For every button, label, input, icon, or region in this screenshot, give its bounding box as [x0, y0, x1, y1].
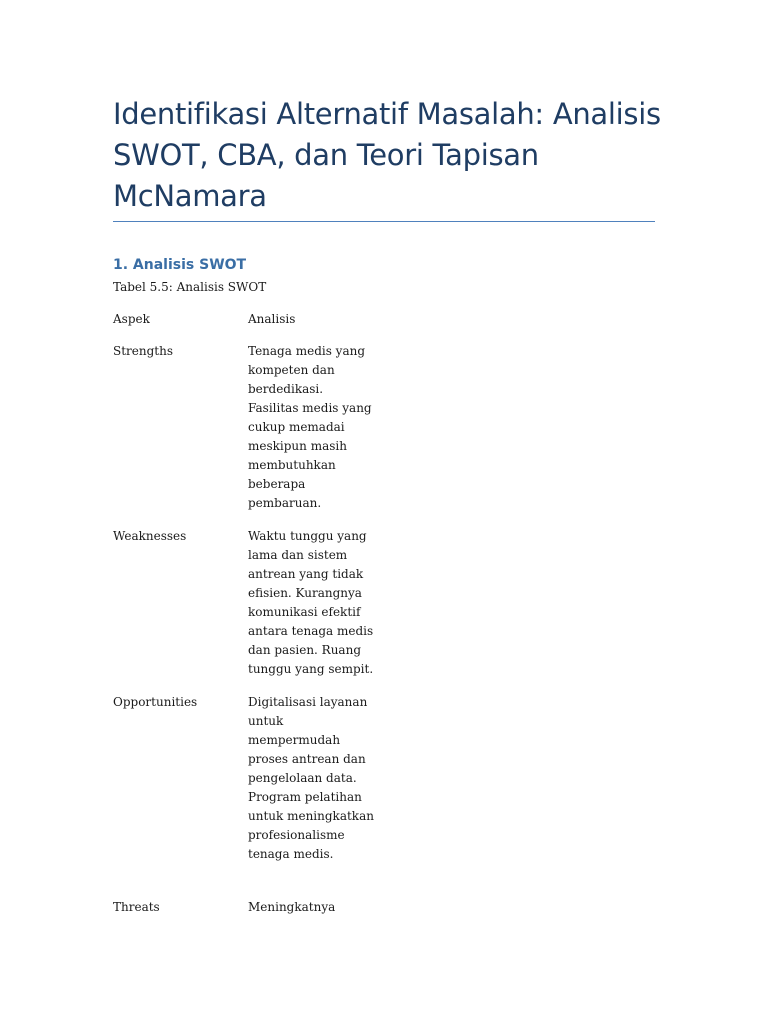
table-cell-aspect-strengths: Strengths: [113, 344, 173, 358]
table-cell-analysis-strengths: Tenaga medis yang kompeten dan berdedikasi. Fasilitas medis yang cukup memadai meskipun masih membutuhkan beberapa pembaruan.: [248, 344, 372, 510]
table-caption: Tabel 5.5: Analisis SWOT: [113, 280, 267, 294]
table-cell-aspect-threats: Threats: [113, 900, 160, 914]
document-title: Identifikasi Alternatif Masalah: Analisis SWOT, CBA, dan Teori Tapisan McNamara: [113, 97, 661, 213]
table-cell-aspect-opportunities: Opportunities: [113, 695, 198, 709]
table-header-analysis: Analisis: [248, 312, 296, 326]
table-header-aspect: Aspek: [113, 312, 150, 326]
table-cell-analysis-opportunities: Digitalisasi layanan untuk mempermudah proses antrean dan pengelolaan data. Program pelatihan untuk meningkatkan profesionalisme tenaga medis.: [248, 695, 374, 861]
table-cell-analysis-threats: Meningkatnya: [248, 900, 336, 914]
section-heading: 1. Analisis SWOT: [113, 257, 247, 273]
table-cell-analysis-weaknesses: Waktu tunggu yang lama dan sistem antrean yang tidak efisien. Kurangnya komunikasi efektif antara tenaga medis dan pasien. Ruang tunggu yang sempit.: [248, 529, 374, 676]
title-underline-divider: [113, 221, 655, 222]
table-cell-aspect-weaknesses: Weaknesses: [113, 529, 187, 543]
